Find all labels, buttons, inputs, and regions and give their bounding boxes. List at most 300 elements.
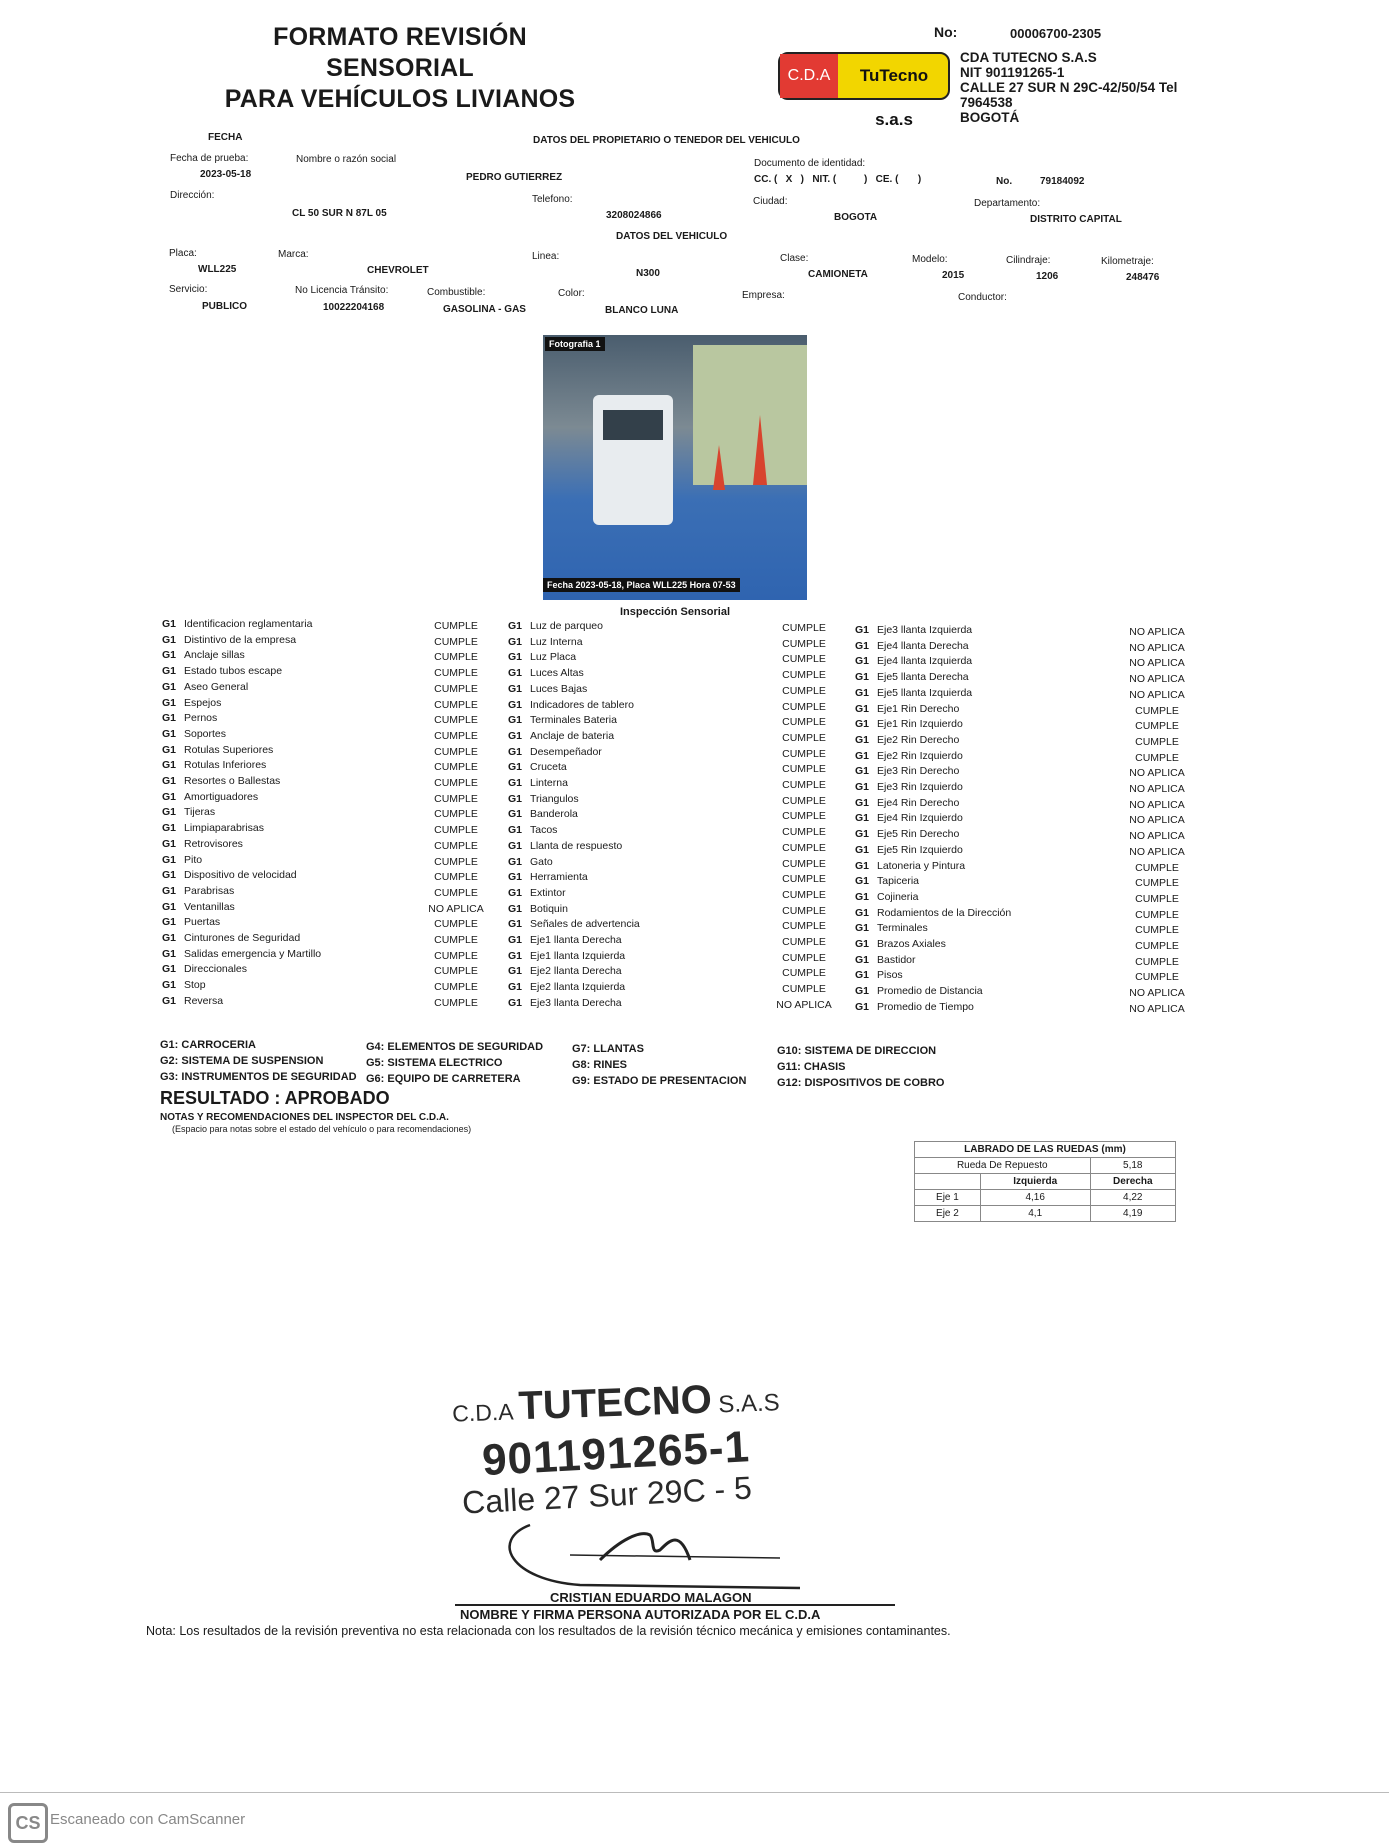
inspection-item: Distintivo de la empresa	[184, 633, 297, 646]
group-code: G1	[162, 853, 177, 866]
inspection-result: CUMPLE	[782, 794, 826, 807]
group-code: G1	[508, 761, 523, 774]
inspection-result: NO APLICA	[1129, 1002, 1185, 1015]
inspection-result: CUMPLE	[434, 698, 478, 711]
depto-label: Departamento:	[974, 198, 1041, 209]
tread-col-right: Derecha	[1090, 1174, 1175, 1190]
inspection-item: Eje4 Rin Izquierdo	[877, 812, 963, 825]
nombre-label: Nombre o razón social	[296, 154, 397, 165]
logo-cda-text: C.D.A	[780, 54, 838, 98]
group-code: G1	[162, 775, 177, 787]
group-code: G1	[508, 996, 523, 1009]
group-code: G1	[855, 906, 870, 919]
group-code: G1	[162, 822, 177, 835]
inspection-result: CUMPLE	[782, 622, 826, 634]
legend-col4	[777, 1043, 944, 1091]
group-code: G1	[508, 934, 523, 946]
inspection-item: Eje1 llanta Derecha	[530, 934, 622, 946]
inspection-result: CUMPLE	[782, 826, 826, 839]
owner-section-title: DATOS DEL PROPIETARIO O TENEDOR DEL VEHICULO	[533, 135, 800, 146]
inspection-item: Cruceta	[530, 761, 567, 774]
group-code: G1	[508, 981, 523, 994]
inspection-item: Luces Altas	[530, 667, 584, 680]
inspection-item: Cinturones de Seguridad	[184, 932, 301, 944]
inspection-item: Amortiguadores	[184, 790, 259, 803]
group-code: G1	[855, 812, 870, 825]
signature-scribble	[500, 1500, 820, 1590]
legend-g3: G3: INSTRUMENTOS DE SEGURIDAD	[160, 1071, 357, 1083]
logo-tutecno-text: TuTecno s.a.s	[859, 66, 929, 129]
group-code: G1	[162, 932, 177, 944]
group-code: G1	[855, 828, 870, 841]
legend-g10: G10: SISTEMA DE DIRECCION	[777, 1045, 937, 1057]
servicio-label: Servicio:	[169, 284, 208, 295]
group-code: G1	[855, 938, 870, 950]
inspection-item: Identificacion reglamentaria	[184, 618, 313, 630]
inspection-result: CUMPLE	[434, 777, 478, 789]
fecha-label: Fecha de prueba:	[170, 153, 249, 164]
group-code: G1	[508, 792, 523, 805]
inspection-result: CUMPLE	[434, 651, 478, 664]
group-code: G1	[508, 824, 523, 837]
nombre-value: PEDRO GUTIERREZ	[466, 172, 563, 183]
inspection-result: NO APLICA	[1129, 987, 1185, 1000]
inspection-item: Terminales	[877, 922, 928, 935]
cilindraje-value: 1206	[1036, 271, 1059, 282]
axle-label: Eje 2	[915, 1206, 981, 1222]
group-code: G1	[508, 745, 523, 758]
result-value: APROBADO	[284, 1088, 390, 1108]
group-code: G1	[162, 790, 177, 803]
inspection-result: CUMPLE	[782, 716, 826, 729]
color-label: Color:	[558, 288, 585, 299]
group-code: G1	[855, 922, 870, 935]
stamp-sas: S.A.S	[717, 1389, 781, 1419]
document-number: 00006700-2305	[1010, 26, 1102, 41]
inspection-result: NO APLICA	[1129, 767, 1185, 780]
inspection-result: CUMPLE	[1135, 704, 1179, 717]
group-code: G1	[855, 953, 870, 966]
inspection-item: Eje4 Rin Derecho	[877, 796, 960, 809]
inspection-result: CUMPLE	[1135, 940, 1179, 952]
inspection-item: Desempeñador	[530, 745, 602, 758]
inspection-item: Promedio de Tiempo	[877, 1000, 974, 1013]
group-code: G1	[162, 900, 177, 913]
inspection-item: Luces Bajas	[530, 682, 588, 695]
inspection-item: Luz Interna	[530, 635, 583, 648]
inspection-result: CUMPLE	[434, 934, 478, 946]
inspection-result: CUMPLE	[782, 936, 826, 948]
group-code: G1	[162, 837, 177, 850]
inspection-result: CUMPLE	[1135, 720, 1179, 733]
axle-label: Eje 1	[915, 1190, 981, 1206]
inspection-item: Brazos Axiales	[877, 938, 946, 950]
inspection-item: Pito	[184, 853, 203, 866]
inspection-result: CUMPLE	[782, 669, 826, 682]
camscanner-icon: CS	[8, 1803, 48, 1843]
inspection-item: Aseo General	[184, 680, 249, 693]
inspection-result: NO APLICA	[1129, 673, 1185, 686]
inspection-result: CUMPLE	[434, 965, 478, 978]
inspection-item: Eje5 llanta Derecha	[877, 671, 969, 684]
company-name: CDA TUTECNO S.A.S	[960, 50, 1097, 65]
group-code: G1	[508, 839, 523, 852]
inspection-item: Llanta de respuesto	[530, 839, 623, 852]
inspection-item: Latoneria y Pintura	[877, 859, 966, 872]
legend-col3	[572, 1041, 746, 1089]
inspection-item: Rotulas Inferiores	[184, 759, 267, 772]
group-code: G1	[855, 875, 870, 888]
group-code: G1	[508, 635, 523, 648]
inspection-result: CUMPLE	[434, 667, 478, 680]
stamp-tutecno: TUTECNO	[517, 1377, 713, 1429]
inspection-item: Eje3 llanta Derecha	[530, 996, 622, 1009]
notes-subtitle: (Espacio para notas sobre el estado del vehículo o para recomendaciones)	[172, 1124, 472, 1134]
group-code: G1	[508, 808, 523, 821]
group-code: G1	[855, 765, 870, 778]
group-code: G1	[162, 618, 177, 630]
telefono-value: 3208024866	[606, 210, 662, 221]
inspection-item: Banderola	[530, 808, 578, 821]
tread-col-left: Izquierda	[980, 1174, 1090, 1190]
legend-g1: G1: CARROCERIA	[160, 1039, 256, 1051]
inspection-item: Anclaje de bateria	[530, 729, 615, 742]
inspection-item: Linterna	[530, 777, 568, 789]
legend-g7: G7: LLANTAS	[572, 1043, 644, 1055]
marca-label: Marca:	[278, 249, 309, 260]
group-code: G1	[508, 918, 523, 931]
group-code: G1	[508, 682, 523, 695]
inspection-result: CUMPLE	[1135, 861, 1179, 874]
number-label: No:	[934, 24, 958, 40]
fecha-header: FECHA	[208, 132, 243, 143]
inspection-result: CUMPLE	[782, 920, 826, 933]
inspection-item: Luz de parqueo	[530, 620, 603, 632]
inspection-result: NO APLICA	[1129, 845, 1185, 858]
inspection-item: Dispositivo de velocidad	[184, 869, 297, 882]
signature-caption: NOMBRE Y FIRMA PERSONA AUTORIZADA POR EL C.D.A	[460, 1607, 821, 1622]
inspection-item: Ventanillas	[184, 900, 235, 913]
inspection-item: Cojineria	[877, 890, 919, 903]
table-row	[915, 1190, 1176, 1206]
tread-left: 4,1	[980, 1206, 1090, 1222]
inspection-item: Eje5 llanta Izquierda	[877, 686, 973, 699]
doc-types: CC. ( X ) NIT. ( ) CE. ( )	[754, 174, 922, 185]
inspection-result: CUMPLE	[782, 779, 826, 791]
inspection-item: Gato	[530, 855, 553, 868]
group-code: G1	[162, 649, 177, 662]
inspection-result: CUMPLE	[782, 904, 826, 917]
legend-g8: G8: RINES	[572, 1059, 628, 1071]
inspection-result: CUMPLE	[1135, 971, 1179, 984]
signature-line	[455, 1604, 895, 1606]
group-code: G1	[855, 686, 870, 699]
group-code: G1	[508, 651, 523, 664]
inspection-result: CUMPLE	[1135, 892, 1179, 905]
inspection-result: CUMPLE	[434, 745, 478, 758]
inspection-result: CUMPLE	[782, 747, 826, 760]
inspection-result: CUMPLE	[782, 983, 826, 996]
combustible-value: GASOLINA - GAS	[443, 304, 526, 315]
placa-value: WLL225	[198, 264, 237, 275]
inspection-result: CUMPLE	[434, 620, 478, 632]
inspection-item: Luz Placa	[530, 651, 577, 664]
inspection-title: Inspección Sensorial	[620, 606, 731, 618]
inspection-result: CUMPLE	[782, 653, 826, 666]
title-line2: PARA VEHÍCULOS LIVIANOS	[224, 85, 576, 113]
result	[160, 1088, 390, 1109]
inspection-item: Retrovisores	[184, 837, 243, 850]
inspection-item: Anclaje sillas	[184, 649, 245, 662]
inspection-item: Señales de advertencia	[530, 918, 640, 931]
title-line1: FORMATO REVISIÓN SENSORIAL	[273, 23, 527, 82]
inspection-result: CUMPLE	[434, 682, 478, 695]
stamp-nit: 901191265-1	[480, 1422, 752, 1486]
vehicle-section-title: DATOS DEL VEHICULO	[616, 231, 728, 242]
tread-blank	[915, 1174, 981, 1190]
inspection-item: Bastidor	[877, 953, 916, 966]
color-value: BLANCO LUNA	[605, 305, 679, 316]
clase-label: Clase:	[780, 253, 809, 264]
placa-label: Placa:	[169, 248, 197, 259]
inspection-item: Eje2 Rin Derecho	[877, 733, 960, 746]
linea-label: Linea:	[532, 251, 560, 262]
inspection-item: Botiquin	[530, 902, 568, 915]
legend-g12: G12: DISPOSITIVOS DE COBRO	[777, 1077, 945, 1089]
inspection-result: CUMPLE	[434, 792, 478, 805]
group-code: G1	[508, 729, 523, 742]
notes-title: NOTAS Y RECOMENDACIONES DEL INSPECTOR DEL C.D.A.	[160, 1112, 449, 1123]
legend-g4: G4: ELEMENTOS DE SEGURIDAD	[366, 1041, 544, 1053]
inspection-result: NO APLICA	[776, 998, 832, 1011]
modelo-label: Modelo:	[912, 254, 948, 265]
legend-g6: G6: EQUIPO DE CARRETERA	[366, 1073, 521, 1085]
group-code: G1	[508, 777, 523, 789]
signer-name: CRISTIAN EDUARDO MALAGON	[550, 1590, 752, 1605]
group-code: G1	[508, 949, 523, 962]
company-stamp	[451, 1377, 832, 1521]
group-code: G1	[162, 759, 177, 772]
inspection-result: NO APLICA	[1129, 830, 1185, 843]
footnote: Nota: Los resultados de la revisión preventiva no esta relacionada con los resultados de la revisión técnico mecánica y emisiones contaminantes.	[146, 1624, 951, 1638]
inspection-item: Rotulas Superiores	[184, 743, 274, 756]
tread-right: 4,19	[1090, 1206, 1175, 1222]
inspection-result: CUMPLE	[1135, 877, 1179, 890]
stamp-address: Calle 27 Sur 29C - 5	[461, 1469, 753, 1521]
inspection-item: Terminales Bateria	[530, 714, 617, 727]
inspection-result: CUMPLE	[782, 731, 826, 744]
spare-label: Rueda De Repuesto	[915, 1158, 1091, 1174]
inspection-item: Espejos	[184, 696, 222, 709]
inspection-item: Eje3 llanta Izquierda	[877, 624, 973, 636]
inspection-result: CUMPLE	[1135, 955, 1179, 968]
inspection-result: CUMPLE	[782, 967, 826, 980]
direccion-label: Dirección:	[170, 190, 215, 201]
group-code: G1	[162, 712, 177, 725]
inspection-result: CUMPLE	[434, 729, 478, 742]
direccion-value: CL 50 SUR N 87L 05	[292, 208, 387, 219]
inspection-item: Soportes	[184, 727, 227, 740]
group-code: G1	[508, 902, 523, 915]
stamp-cda: C.D.A	[451, 1398, 513, 1427]
licencia-label: No Licencia Tránsito:	[295, 285, 389, 296]
doc-label: Documento de identidad:	[754, 158, 866, 169]
inspection-result: CUMPLE	[434, 981, 478, 994]
inspection-result: NO APLICA	[1129, 657, 1185, 670]
inspection-item: Stop	[184, 979, 206, 992]
inspection-item: Rodamientos de la Dirección	[877, 906, 1012, 919]
group-code: G1	[855, 671, 870, 684]
inspection-result: CUMPLE	[434, 918, 478, 931]
km-value: 248476	[1126, 272, 1160, 283]
cilindraje-label: Cilindraje:	[1006, 255, 1051, 266]
inspection-result: NO APLICA	[1129, 783, 1185, 795]
inspection-result: CUMPLE	[1135, 908, 1179, 921]
legend-g11: G11: CHASIS	[777, 1061, 846, 1073]
legend-col1	[160, 1037, 357, 1085]
fecha-value: 2023-05-18	[200, 169, 252, 180]
inspection-result: CUMPLE	[782, 873, 826, 886]
result-label: RESULTADO :	[160, 1088, 281, 1108]
group-code: G1	[855, 969, 870, 982]
group-code: G1	[508, 965, 523, 978]
group-code: G1	[855, 796, 870, 809]
inspection-item: Herramienta	[530, 871, 588, 884]
inspection-item: Eje4 llanta Derecha	[877, 639, 969, 652]
group-code: G1	[855, 749, 870, 762]
inspection-result: NO APLICA	[1129, 688, 1185, 701]
inspection-result: CUMPLE	[782, 637, 826, 650]
group-code: G1	[162, 963, 177, 976]
depto-value: DISTRITO CAPITAL	[1030, 214, 1122, 225]
tread-right: 4,22	[1090, 1190, 1175, 1206]
inspection-item: Resortes o Ballestas	[184, 775, 281, 787]
inspection-item: Estado tubos escape	[184, 665, 283, 678]
group-code: G1	[855, 890, 870, 903]
inspection-result: NO APLICA	[1129, 626, 1185, 638]
inspection-item: Pisos	[877, 969, 903, 982]
inspection-result: CUMPLE	[782, 810, 826, 823]
inspection-result: CUMPLE	[782, 684, 826, 697]
inspection-result: NO APLICA	[1129, 798, 1185, 811]
footer-divider	[0, 1792, 1389, 1793]
inspection-result: CUMPLE	[434, 761, 478, 774]
group-code: G1	[508, 714, 523, 727]
km-label: Kilometraje:	[1101, 256, 1154, 267]
group-code: G1	[162, 947, 177, 960]
legend-col2	[366, 1039, 543, 1087]
group-code: G1	[162, 806, 177, 819]
inspection-item: Parabrisas	[184, 884, 235, 897]
company-address: CALLE 27 SUR N 29C-42/50/54 Tel 7964538	[960, 80, 1178, 110]
inspection-item: Pernos	[184, 712, 218, 725]
inspection-result: CUMPLE	[782, 841, 826, 854]
inspection-result: CUMPLE	[434, 855, 478, 868]
group-code: G1	[508, 871, 523, 884]
inspection-item: Eje2 llanta Izquierda	[530, 981, 626, 994]
group-code: G1	[162, 869, 177, 882]
inspection-item: Tacos	[530, 824, 558, 837]
tread-table	[914, 1141, 1176, 1222]
photo-caption: Fecha 2023-05-18, Placa WLL225 Hora 07-53	[543, 578, 740, 592]
inspection-item: Puertas	[184, 916, 221, 929]
company-nit: NIT 901191265-1	[960, 65, 1065, 80]
inspection-result: CUMPLE	[1135, 735, 1179, 748]
group-code: G1	[162, 727, 177, 740]
inspection-item: Reversa	[184, 994, 224, 1007]
inspection-result: CUMPLE	[434, 886, 478, 899]
telefono-label: Telefono:	[532, 194, 573, 205]
inspection-item: Eje1 Rin Derecho	[877, 702, 960, 715]
company-city: BOGOTÁ	[960, 110, 1020, 125]
servicio-value: PUBLICO	[202, 301, 247, 312]
inspection-item: Eje5 Rin Izquierdo	[877, 843, 963, 856]
group-code: G1	[855, 781, 870, 793]
inspection-item: Eje1 llanta Izquierda	[530, 949, 626, 962]
inspection-item: Eje2 Rin Izquierdo	[877, 749, 963, 762]
inspection-result: CUMPLE	[434, 839, 478, 852]
empresa-label: Empresa:	[742, 290, 785, 301]
group-code: G1	[855, 639, 870, 652]
linea-value: N300	[636, 268, 660, 279]
inspection-result: CUMPLE	[782, 888, 826, 901]
inspection-result: CUMPLE	[434, 714, 478, 727]
inspection-item: Eje1 Rin Izquierdo	[877, 718, 963, 731]
group-code: G1	[855, 718, 870, 731]
table-row	[915, 1206, 1176, 1222]
group-code: G1	[855, 985, 870, 998]
group-code: G1	[855, 733, 870, 746]
group-code: G1	[508, 620, 523, 632]
inspection-result: NO APLICA	[1129, 814, 1185, 827]
scanner-footer	[0, 1795, 1389, 1848]
inspection-item: Eje5 Rin Derecho	[877, 828, 960, 841]
group-code: G1	[508, 667, 523, 680]
inspection-result: CUMPLE	[1135, 751, 1179, 764]
group-code: G1	[855, 843, 870, 856]
group-code: G1	[162, 743, 177, 756]
inspection-item: Promedio de Distancia	[877, 985, 983, 998]
inspection-result: CUMPLE	[1135, 924, 1179, 937]
group-code: G1	[162, 884, 177, 897]
ciudad-label: Ciudad:	[753, 196, 788, 207]
inspection-item: Extintor	[530, 886, 566, 899]
inspection-result: CUMPLE	[782, 700, 826, 713]
inspection-item: Eje3 Rin Izquierdo	[877, 781, 963, 793]
group-code: G1	[162, 979, 177, 992]
inspection-item: Eje3 Rin Derecho	[877, 765, 960, 778]
legend-g5: G5: SISTEMA ELECTRICO	[366, 1057, 503, 1069]
inspection-item: Indicadores de tablero	[530, 698, 634, 711]
photo-label: Fotografia 1	[545, 337, 605, 351]
inspection-item: Salidas emergencia y Martillo	[184, 947, 322, 960]
group-code: G1	[508, 855, 523, 868]
inspection-item: Limpiaparabrisas	[184, 822, 264, 835]
doc-no-value: 79184092	[1040, 176, 1085, 187]
modelo-value: 2015	[942, 270, 965, 281]
inspection-item: Eje4 llanta Izquierda	[877, 655, 973, 668]
group-code: G1	[855, 702, 870, 715]
inspection-item: Tapiceria	[877, 875, 920, 888]
inspection-result: CUMPLE	[434, 808, 478, 821]
group-code: G1	[162, 680, 177, 693]
group-code: G1	[855, 859, 870, 872]
spare-value: 5,18	[1090, 1158, 1175, 1174]
inspection-result: CUMPLE	[782, 951, 826, 964]
inspection-result: CUMPLE	[434, 996, 478, 1009]
group-code: G1	[162, 916, 177, 929]
marca-value: CHEVROLET	[367, 265, 429, 276]
